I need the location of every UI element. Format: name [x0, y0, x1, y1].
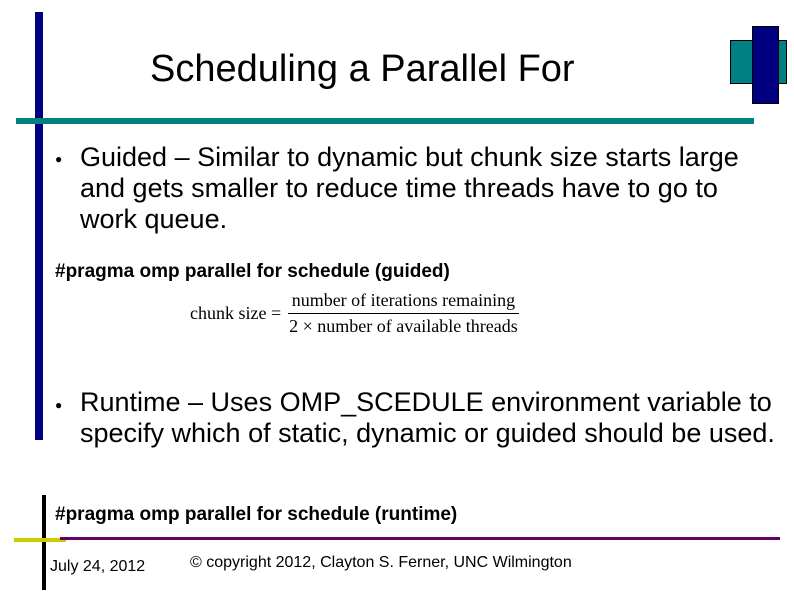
left-accent-bar: [35, 12, 43, 440]
footer-vertical-line: [42, 495, 46, 590]
corner-decoration-navy: [752, 26, 779, 104]
formula-denominator: 2 × number of available threads: [289, 316, 518, 336]
formula-numerator: number of iterations remaining: [288, 290, 519, 314]
footer-date: July 24, 2012: [50, 558, 146, 575]
formula-lhs: chunk size =: [190, 303, 282, 323]
code-line-runtime: #pragma omp parallel for schedule (runtime): [55, 504, 458, 525]
footer-purple-line: [60, 537, 780, 540]
code-line-guided: #pragma omp parallel for schedule (guided): [55, 261, 450, 282]
chunk-size-formula: [190, 290, 522, 337]
footer-yellow-line: [14, 538, 66, 542]
slide-title: Scheduling a Parallel For: [150, 48, 575, 90]
formula-fraction: [285, 290, 522, 337]
title-underline-bar: [16, 118, 754, 124]
bullet-dot-icon: ●: [55, 152, 63, 166]
bullet-dot-icon: ●: [55, 398, 63, 412]
footer-copyright: © copyright 2012, Clayton S. Ferner, UNC Wilmington: [190, 554, 572, 571]
bullet-runtime-text: Runtime – Uses OMP_SCEDULE environment variable to specify which of static, dynamic or guided should be used.: [80, 387, 775, 448]
bullet-guided-text: Guided – Similar to dynamic but chunk size starts large and gets smaller to reduce time threads have to go to work queue.: [80, 142, 739, 234]
